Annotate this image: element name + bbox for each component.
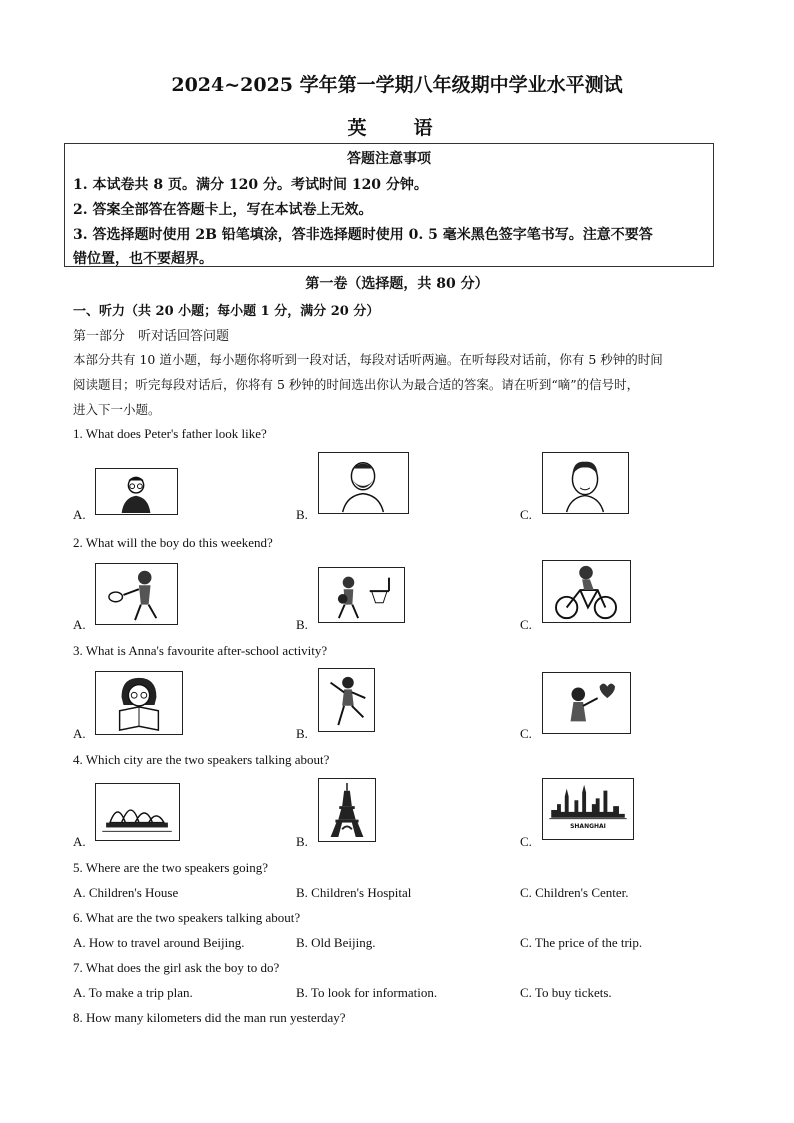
instructions-line-3: 进入下一小题。 [73, 402, 161, 417]
notice-box [64, 143, 714, 267]
notice-line-4: 错位置，也不要超界。 [73, 251, 213, 267]
question-3-option-b[interactable]: B. [296, 726, 308, 741]
boy-basketball-picture [318, 567, 405, 623]
question-4-option-c[interactable]: C. [520, 834, 532, 849]
question-1-option-b[interactable]: B. [296, 507, 308, 522]
shanghai-skyline-picture [542, 778, 634, 840]
notice-title: 答题注意事项 [347, 151, 431, 167]
girl-drawing-picture [542, 672, 631, 734]
eiffel-tower-picture [318, 778, 376, 842]
instructions-line-1: 本部分共有 10 道小题，每小题你将听到一段对话，每段对话听两遍。在听每段对话前，你有 5 秒钟的时间 [73, 352, 663, 367]
question-6-option-a[interactable]: A. How to travel around Beijing. [73, 935, 245, 950]
question-3-option-c[interactable]: C. [520, 726, 532, 741]
section-heading: 第一卷（选择题，共 80 分） [305, 276, 489, 292]
question-5-option-c[interactable]: C. Children's Center. [520, 885, 629, 900]
bearded-man-picture [318, 452, 409, 514]
question-2: 2. What will the boy do this weekend? [73, 535, 273, 550]
boy-cycling-picture [542, 560, 631, 623]
question-7-option-c[interactable]: C. To buy tickets. [520, 985, 612, 1000]
part-title: 一、听力（共 20 小题；每小题 1 分，满分 20 分） [73, 304, 380, 319]
notice-line-1: 1. 本试卷共 8 页。满分 120 分。考试时间 120 分钟。 [73, 177, 428, 193]
sydney-opera-house-picture [95, 783, 180, 841]
question-4-option-a[interactable]: A. [73, 834, 86, 849]
instructions-line-2: 阅读题目；听完每段对话后，你将有 5 秒钟的时间选出你认为最合适的答案。请在听到“嘀”的信号时， [73, 377, 640, 392]
question-6: 6. What are the two speakers talking about? [73, 910, 301, 925]
girl-reading-picture [95, 671, 183, 735]
question-8: 8. How many kilometers did the man run yesterday? [73, 1010, 346, 1025]
question-3-option-a[interactable]: A. [73, 726, 86, 741]
question-6-option-c[interactable]: C. The price of the trip. [520, 935, 643, 950]
question-2-option-a[interactable]: A. [73, 617, 86, 632]
notice-line-2: 2. 答案全部答在答题卡上，写在本试卷上无效。 [73, 202, 373, 218]
question-1-option-a[interactable]: A. [73, 507, 86, 522]
boy-tennis-picture [95, 563, 178, 625]
question-5: 5. Where are the two speakers going? [73, 860, 269, 875]
man-short-hair-picture [542, 452, 629, 514]
question-6-option-b[interactable]: B. Old Beijing. [296, 935, 376, 950]
question-7-option-a[interactable]: A. To make a trip plan. [73, 985, 193, 1000]
question-2-option-b[interactable]: B. [296, 617, 308, 632]
question-4-option-b[interactable]: B. [296, 834, 308, 849]
girl-dancing-picture [318, 668, 375, 732]
shanghai-caption: SHANGHAI [570, 823, 606, 830]
exam-title: 2024~2025 学年第一学期八年级期中学业水平测试 [171, 74, 623, 96]
subpart-title: 第一部分 听对话回答问题 [73, 329, 230, 344]
question-3: 3. What is Anna's favourite after-school activity? [73, 643, 328, 658]
question-1: 1. What does Peter's father look like? [73, 426, 267, 441]
question-7: 7. What does the girl ask the boy to do? [73, 960, 280, 975]
question-1-option-c[interactable]: C. [520, 507, 532, 522]
question-4: 4. Which city are the two speakers talking about? [73, 752, 330, 767]
notice-line-3: 3. 答选择题时使用 2B 铅笔填涂，答非选择题时使用 0. 5 毫米黑色签字笔书写。注意不要答 [73, 227, 653, 243]
question-5-option-a[interactable]: A. Children's House [73, 885, 179, 900]
question-2-option-c[interactable]: C. [520, 617, 532, 632]
man-with-glasses-picture [95, 468, 178, 515]
question-5-option-b[interactable]: B. Children's Hospital [296, 885, 412, 900]
exam-subject: 英 语 [347, 117, 447, 139]
question-7-option-b[interactable]: B. To look for information. [296, 985, 438, 1000]
